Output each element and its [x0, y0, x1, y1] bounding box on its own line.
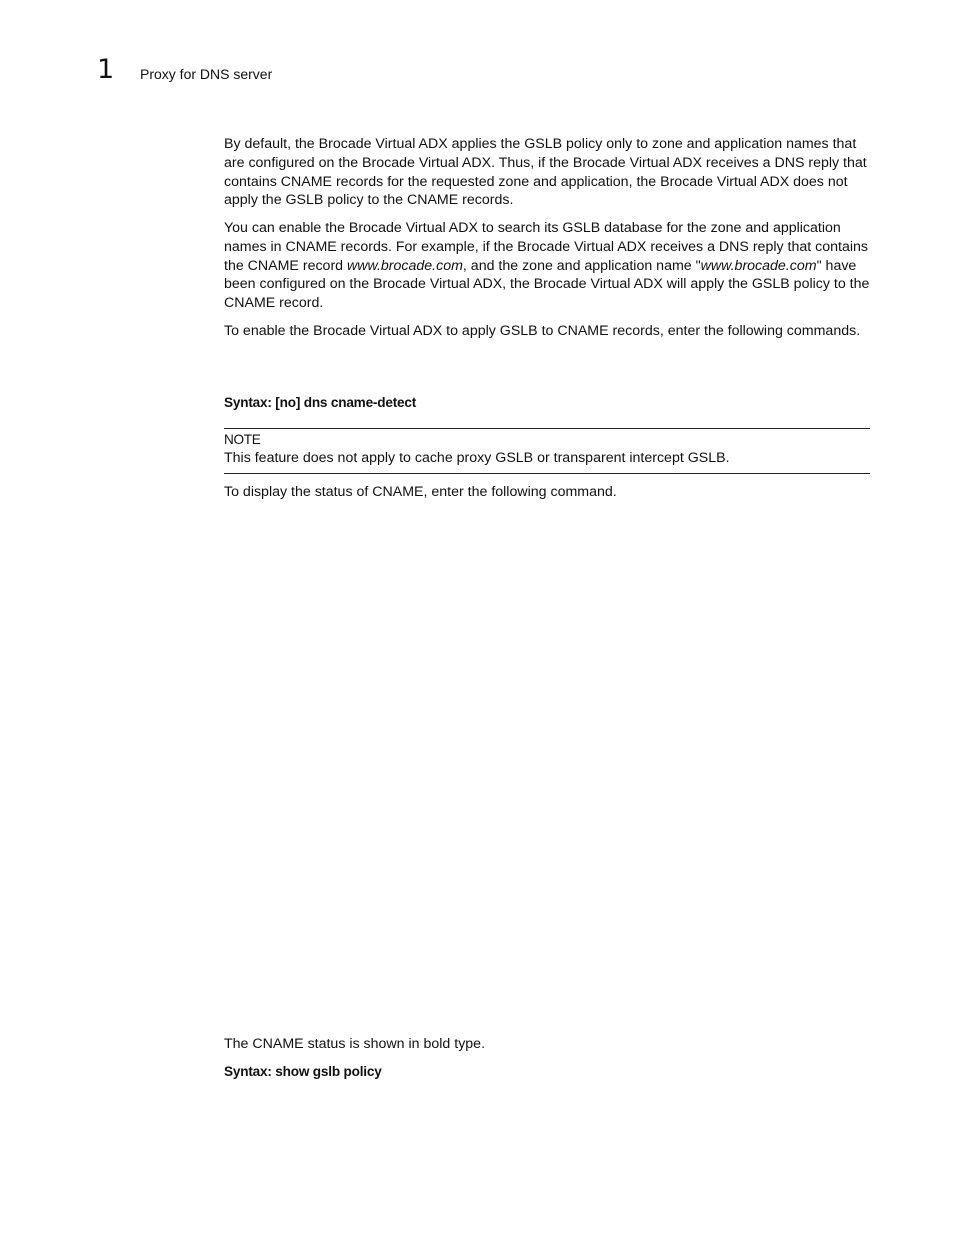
domain-name-italic: www.brocade.com	[347, 257, 463, 274]
note-label: NOTE	[224, 432, 261, 447]
syntax-line-cname-detect: Syntax: [no] dns cname-detect	[224, 395, 417, 410]
body-paragraph-default-policy	[224, 135, 872, 210]
paragraph-text	[224, 219, 872, 313]
paragraph-text-part: " have been configured on the Brocade Virtual ADX, the Brocade Virtual ADX will apply the GSLB policy to the CNAME record.	[224, 257, 870, 312]
paragraph-text: To display the status of CNAME, enter the following command.	[224, 484, 617, 500]
body-paragraph-display-status	[224, 483, 872, 502]
body-paragraph-enable-instruction	[224, 322, 872, 341]
paragraph-text: To enable the Brocade Virtual ADX to apply GSLB to CNAME records, enter the following commands.	[224, 323, 861, 339]
body-paragraph-bold-status	[224, 1035, 872, 1054]
running-header-title: Proxy for DNS server	[140, 66, 273, 82]
domain-name-italic: www.brocade.com	[700, 257, 817, 274]
syntax-line-show-gslb-policy: Syntax: show gslb policy	[224, 1064, 382, 1079]
note-text: This feature does not apply to cache proxy GSLB or transparent intercept GSLB.	[224, 450, 730, 466]
paragraph-text: The CNAME status is shown in bold type.	[224, 1036, 486, 1052]
chapter-number: 1	[97, 54, 115, 85]
body-paragraph-cname-search	[224, 219, 872, 313]
paragraph-text-part: You can enable the Brocade Virtual ADX to search its GSLB database for the zone and application names in CNAME records. For example, if the Brocade Virtual ADX receives a DNS reply that contains the CNAME record	[224, 220, 868, 274]
paragraph-text: By default, the Brocade Virtual ADX applies the GSLB policy only to zone and application names that are configured on the Brocade Virtual ADX. Thus, if the Brocade Virtual ADX receives a DNS reply that contains CNAME records for the requested zone and application, the Brocade Virtual ADX does not apply the GSLB policy to the CNAME records.	[224, 136, 867, 209]
paragraph-text-part: , and the zone and application name "	[462, 257, 701, 274]
note-box	[224, 428, 870, 474]
